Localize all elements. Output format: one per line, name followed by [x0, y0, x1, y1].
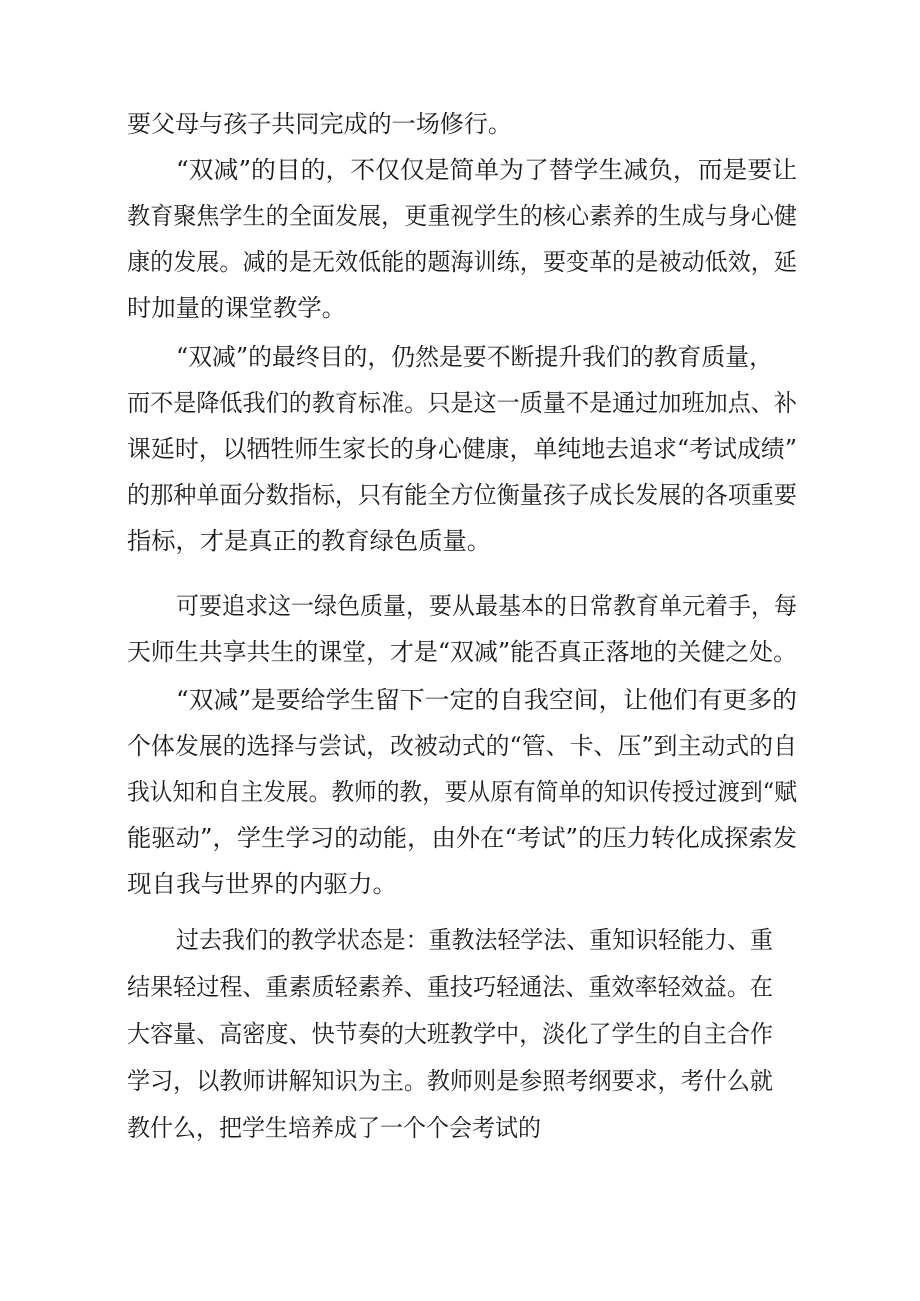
text-line — [0, 337, 920, 377]
text-line — [0, 521, 920, 561]
text-line — [0, 429, 920, 469]
text-line-content: 的那种单面分数指标，只有能全方位衡量孩子成长发展的各项重要 — [127, 481, 797, 509]
text-line — [0, 920, 920, 960]
text-line-content: 能驱动”，学生学习的动能，由外在“考试”的压力转化成探索发 — [127, 824, 797, 852]
text-line-content: 现自我与世界的内驱力。 — [127, 870, 397, 898]
text-line — [0, 1061, 920, 1101]
text-line — [0, 242, 920, 282]
text-line-content: 教育聚焦学生的全面发展，更重视学生的核心素养的生成与身心健 — [127, 202, 797, 230]
text-line — [0, 383, 920, 423]
text-line-content: 我认知和自主发展。教师的教，要从原有简单的知识传授过渡到“赋 — [127, 778, 797, 806]
text-line — [0, 150, 920, 190]
text-line-content: “双减”的目的，不仅仅是简单为了替学生减负，而是要让 — [176, 156, 797, 184]
text-line — [0, 196, 920, 236]
text-line — [0, 864, 920, 904]
text-line — [0, 104, 920, 144]
text-line — [0, 818, 920, 858]
text-line-content: 可要追求这一绿色质量，要从最基本的日常教育单元着手，每 — [176, 592, 797, 620]
text-line — [0, 288, 920, 328]
text-line — [0, 726, 920, 766]
text-line-content: 大容量、高密度、快节奏的大班教学中，淡化了学生的自主合作 — [127, 1020, 773, 1048]
text-line-content: 要父母与孩子共同完成的一场修行。 — [127, 110, 512, 138]
text-line-content: 康的发展。减的是无效低能的题海训练，要变革的是被动低效，延 — [127, 248, 797, 276]
text-line — [0, 1108, 920, 1148]
text-line-content: 课延时，以牺牲师生家长的身心健康，单纯地去追求“考试成绩” — [127, 435, 797, 463]
text-line — [0, 586, 920, 626]
text-line-content: “双减”是要给学生留下一定的自我空间，让他们有更多的 — [176, 686, 797, 714]
text-line-content: 个体发展的选择与尝试，改被动式的“管、卡、压”到主动式的自 — [127, 732, 797, 760]
text-line — [0, 1014, 920, 1054]
text-line — [0, 475, 920, 515]
text-line — [0, 967, 920, 1007]
text-line-content: 指标，才是真正的教育绿色质量。 — [127, 527, 491, 555]
text-line — [0, 680, 920, 720]
text-line-content: 而不是降低我们的教育标准。只是这一质量不是通过加班加点、补 — [127, 389, 797, 417]
text-line-content: 天师生共享共生的课堂，才是“双减”能否真正落地的关健之处。 — [127, 638, 797, 666]
text-line-content: “双减”的最终目的，仍然是要不断提升我们的教育质量， — [176, 343, 773, 371]
text-line-content: 过去我们的教学状态是：重教法轻学法、重知识轻能力、重 — [176, 926, 773, 954]
text-line-content: 结果轻过程、重素质轻素养、重技巧轻通法、重效率轻效益。在 — [127, 973, 773, 1001]
text-line-content: 时加量的课堂教学。 — [127, 294, 346, 322]
text-line-content: 学习，以教师讲解知识为主。教师则是参照考纲要求，考什么就 — [127, 1067, 773, 1095]
text-line-content: 教什么，把学生培养成了一个个会考试的 — [127, 1114, 541, 1142]
text-line — [0, 632, 920, 672]
text-line — [0, 772, 920, 812]
